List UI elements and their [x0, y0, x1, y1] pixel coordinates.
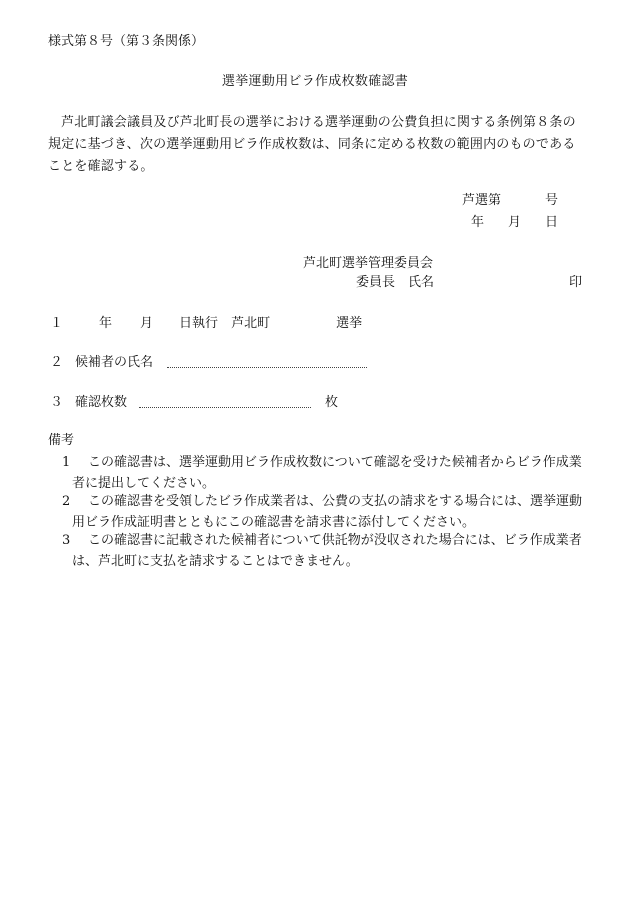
- date-day: 日: [544, 215, 558, 230]
- date-line: [471, 215, 558, 231]
- chair-name-label: 委員長 氏名: [356, 275, 435, 290]
- number-prefix: 芦選第: [461, 193, 501, 208]
- item3-unit: 枚: [325, 395, 339, 410]
- item1-number: １: [50, 316, 64, 331]
- candidate-name-field[interactable]: [167, 357, 367, 368]
- date-year: 年: [470, 215, 484, 230]
- note-item: [62, 491, 584, 533]
- item3-number: ３: [50, 395, 64, 410]
- note-number: 3: [62, 533, 71, 548]
- date-month: 月: [507, 215, 521, 230]
- item-election: [50, 316, 362, 332]
- document-title: 選挙運動用ビラ作成枚数確認書: [221, 74, 409, 89]
- item1-election: 選挙: [336, 316, 363, 331]
- seal-mark: 印: [568, 275, 582, 290]
- item3-label: 確認枚数: [75, 395, 128, 410]
- item1-month: 月: [140, 316, 154, 331]
- item1-town: 芦北町: [231, 316, 271, 331]
- form-number: 様式第８号（第３条関係）: [48, 34, 205, 49]
- note-item: [62, 452, 584, 494]
- notes-title: 備考: [48, 433, 75, 448]
- item1-year: 年: [99, 316, 113, 331]
- body-paragraph: 芦北町議会議員及び芦北町長の選挙における選挙運動の公費負担に関する条例第８条の規定に基づき、次の選挙運動用ビラ作成枚数は、同条に定める枚数の範囲内のものであることを確認する。: [48, 115, 576, 174]
- document-number-line: [462, 193, 558, 209]
- item1-day-exec: 日執行: [179, 316, 219, 331]
- note-text: この確認書を受領したビラ作成業者は、公費の支払の請求をする場合には、選挙運動用ビラ作成証明書とともにこの確認書を請求書に添付してください。: [72, 494, 583, 530]
- item-confirmed-count: [50, 395, 338, 411]
- note-item: [62, 530, 584, 572]
- confirmed-count-field[interactable]: [139, 397, 311, 408]
- committee-name: 芦北町選挙管理委員会: [303, 256, 434, 271]
- note-text: この確認書に記載された候補者について供託物が没収された場合には、ビラ作成業者は、芦北町に支払を請求することはできません。: [72, 533, 582, 569]
- item2-number: ２: [50, 355, 64, 370]
- note-number: 1: [62, 455, 71, 470]
- number-suffix: 号: [544, 193, 558, 208]
- item-candidate-name: [50, 355, 367, 371]
- item2-label: 候補者の氏名: [75, 355, 154, 370]
- note-number: 2: [62, 494, 71, 509]
- note-text: この確認書は、選挙運動用ビラ作成枚数について確認を受けた候補者からビラ作成業者に提出してください。: [72, 455, 582, 491]
